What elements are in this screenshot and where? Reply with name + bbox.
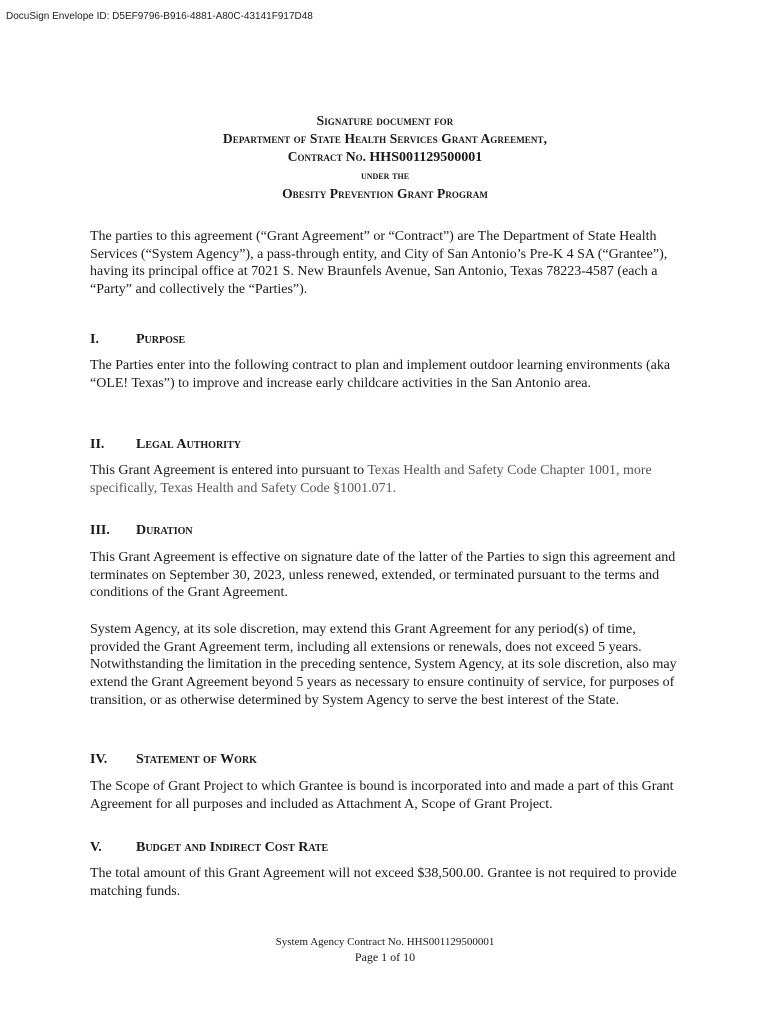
purpose-paragraph: The Parties enter into the following contract to plan and implement outdoor learning environments (aka “OLE! Texas”) to improve and increase early childcare activities in the San Antonio area. [90, 358, 671, 391]
section-heading-legal-authority [90, 437, 241, 453]
header-contract [0, 148, 770, 167]
header-line-5: Obesity Prevention Grant Program [282, 186, 488, 201]
section-number: I. [90, 332, 99, 347]
section-number: IV. [90, 752, 108, 767]
section-heading-purpose [90, 332, 185, 348]
footer-contract-number: System Agency Contract No. HHS001129500001 [275, 936, 495, 948]
duration-paragraph-1: This Grant Agreement is effective on signature date of the latter of the Parties to sign this agreement and terminates on September 30, 2023, unless renewed, extended, or terminated pursuant to the terms and conditions of the Grant Agreement. [90, 550, 676, 601]
page-footer [0, 935, 770, 965]
legal-authority-text: This Grant Agreement is entered into pursuant to [90, 463, 365, 478]
section-number: III. [90, 523, 110, 538]
section-title: Duration [136, 523, 193, 538]
header-contract-number: HHS001129500001 [369, 150, 483, 165]
header-line-2: Department of State Health Services Grant Agreement, [222, 131, 548, 146]
section-heading-statement-of-work [90, 752, 257, 768]
statement-of-work-paragraph: The Scope of Grant Project to which Grantee is bound is incorporated into and made a part of this Grant Agreement for all purposes and included as Attachment A, Scope of Grant Project. [90, 779, 674, 812]
section-number: II. [90, 437, 105, 452]
section-title: Budget and Indirect Cost Rate [136, 840, 329, 855]
section-title: Statement of Work [136, 752, 257, 767]
envelope-id: DocuSign Envelope ID: D5EF9796-B916-4881-A80C-43141F917D48 [6, 11, 313, 22]
header-contract-prefix: Contract No. [287, 149, 367, 164]
section-title: Legal Authority [136, 437, 241, 452]
legal-authority-paragraph [90, 462, 685, 497]
document-header [0, 112, 770, 203]
section-title: Purpose [136, 332, 186, 347]
section-number: V. [90, 840, 102, 855]
header-line-1: Signature document for [316, 113, 454, 128]
duration-paragraph-2: System Agency, at its sole discretion, may extend this Grant Agreement for any period(s) of time, provided the Grant Agreement term, including all extensions or renewals, does not exceed 5 years. Notwithstanding the limitation in the preceding sentence, System Agency, at its sole discretion, also may extend the Grant Agreement beyond 5 years as necessary to ensure continuity of service, for purposes of transition, or as otherwise determined by System Agency to serve the best interest of the State. [90, 622, 677, 708]
intro-paragraph: The parties to this agreement (“Grant Agreement” or “Contract”) are The Department of State Health Services (“System Agency”), a pass-through entity, and City of San Antonio’s Pre-K 4 SA (“Grantee”), having its principal office at 7021 S. New Braunfels Avenue, San Antonio, Texas 78223-4587 (each a “Party” and collectively the “Parties”). [90, 229, 668, 298]
statute-link[interactable]: Texas Health and Safety Code Chapter 1001, more specifically, Texas Health and Safety Code §1001.071. [90, 463, 652, 496]
section-heading-duration [90, 523, 193, 539]
header-line-4: under the [360, 170, 410, 182]
section-heading-budget [90, 840, 328, 856]
footer-page-number: Page 1 of 10 [354, 950, 416, 964]
budget-paragraph: The total amount of this Grant Agreement will not exceed $38,500.00. Grantee is not required to provide matching funds. [90, 866, 677, 899]
